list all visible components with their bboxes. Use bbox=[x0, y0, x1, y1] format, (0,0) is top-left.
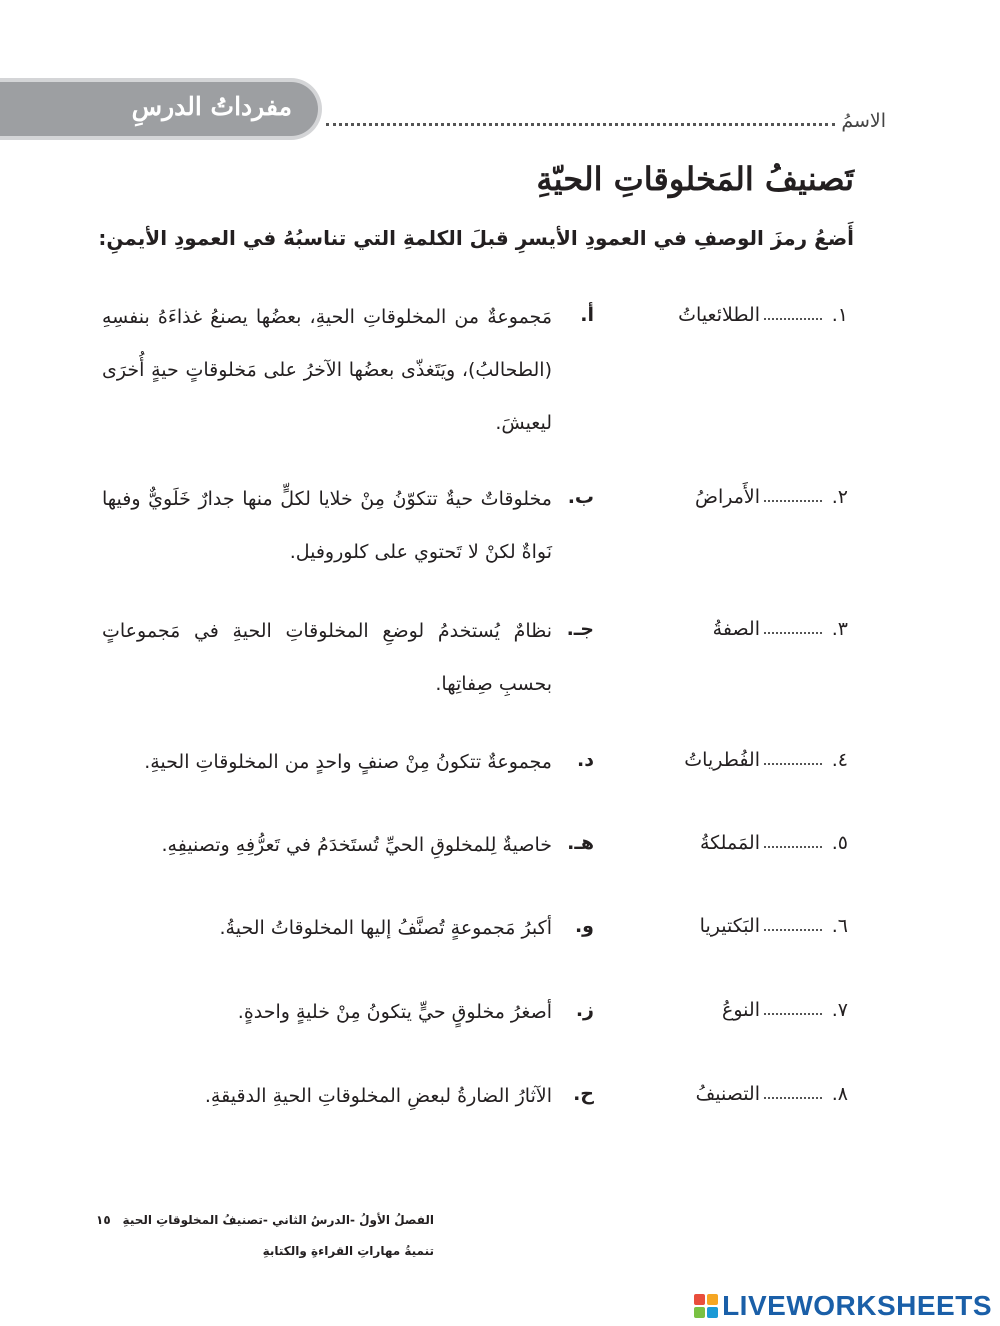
footer-chapter-line: الفصلُ الأولُ -الدرسُ الثاني -تصنيفُ المخلوقاتِ الحيةِ bbox=[122, 1213, 434, 1227]
page-title: تَصنيفُ المَخلوقاتِ الحيّةِ bbox=[536, 160, 854, 198]
description-letter: ز. bbox=[575, 999, 594, 1021]
answer-blank bbox=[764, 318, 822, 320]
name-dotted-line bbox=[326, 123, 835, 126]
term-item bbox=[648, 749, 848, 771]
logo-block bbox=[694, 1307, 705, 1318]
description-text: الآثارُ الضارةُ لبعضِ المخلوقاتِ الحيةِ الدقيقةِ. bbox=[204, 1085, 552, 1107]
liveworksheets-logo bbox=[694, 1290, 992, 1322]
description-letter: جـ. bbox=[566, 618, 594, 640]
answer-blank bbox=[764, 1097, 822, 1099]
term-word: التصنيفُ bbox=[695, 1083, 760, 1105]
answer-blank bbox=[764, 1013, 822, 1015]
description-text: أكبرُ مَجموعةٍ تُصنَّفُ إليها المخلوقاتُ الحيةُ. bbox=[219, 917, 552, 939]
term-item bbox=[648, 304, 848, 326]
term-item bbox=[648, 618, 848, 640]
term-number: ١. bbox=[831, 304, 848, 326]
logo-block bbox=[707, 1294, 718, 1305]
description-text: نظامٌ يُستخدمُ لوضعِ المخلوقاتِ الحيةِ في مَجموعاتٍ بحسبِ صِفاتِها. bbox=[102, 620, 552, 695]
description-text: أصغرُ مخلوقٍ حيٍّ يتكونُ مِنْ خليةٍ واحدةٍ. bbox=[237, 1001, 552, 1023]
term-number: ٦. bbox=[831, 915, 848, 937]
term-word: النوعُ bbox=[722, 999, 760, 1021]
term-item bbox=[648, 832, 848, 854]
logo-block bbox=[707, 1307, 718, 1318]
logo-text: LIVEWORKSHEETS bbox=[722, 1290, 992, 1321]
tab-label: مفرداتُ الدرسِ bbox=[131, 92, 292, 121]
term-word: الصفةُ bbox=[712, 618, 760, 640]
footer-skills-line: تنميةُ مهاراتِ القراءةِ والكتابةِ bbox=[262, 1244, 434, 1258]
term-number: ٨. bbox=[831, 1083, 848, 1105]
name-label: الاسمُ bbox=[841, 110, 886, 132]
term-word: الفُطرياتُ bbox=[684, 749, 760, 771]
lesson-vocabulary-tab bbox=[0, 78, 322, 140]
term-item bbox=[648, 486, 848, 508]
term-word: الأَمراضُ bbox=[694, 486, 760, 508]
instruction-text: أَضعُ رمزَ الوصفِ في العمودِ الأيسرِ قبلَ الكلمةِ التي تناسبُهُ في العمودِ الأيمنِ: bbox=[98, 226, 854, 250]
term-item bbox=[648, 915, 848, 937]
description-letter: هـ. bbox=[567, 832, 594, 854]
term-number: ٤. bbox=[831, 749, 848, 771]
answer-blank bbox=[764, 846, 822, 848]
term-number: ٧. bbox=[831, 999, 848, 1021]
description-letter: ح. bbox=[573, 1083, 594, 1105]
description-letter: أ. bbox=[580, 304, 594, 326]
description-text: مخلوقاتٌ حيةٌ تتكوّنُ مِنْ خلايا لكلٍّ منها جدارٌ خَلَويٌّ وفيها نَواةٌ لكنْ لا تَحتوي على كلوروفيل. bbox=[102, 488, 552, 563]
description-text: مجموعةٌ تتكونُ مِنْ صنفٍ واحدٍ من المخلوقاتِ الحيةِ. bbox=[144, 751, 552, 773]
answer-blank bbox=[764, 500, 822, 502]
term-number: ٣. bbox=[831, 618, 848, 640]
answer-blank bbox=[764, 763, 822, 765]
description-letter: ب. bbox=[567, 486, 594, 508]
term-number: ٢. bbox=[831, 486, 848, 508]
logo-icon bbox=[694, 1294, 718, 1318]
term-word: الطلائعياتُ bbox=[678, 304, 760, 326]
description-text: مَجموعةٌ من المخلوقاتِ الحيةِ، بعضُها يصنعُ غذاءَهُ بنفسِهِ (الطحالبُ)، ويَتَغذّى بعضُها الآخرُ على مَخلوقاتٍ حيةٍ أُخرَى ليعيشَ. bbox=[102, 306, 552, 434]
description-text: خاصيةٌ لِلمخلوقِ الحيِّ تُستَخدَمُ في تَعرُّفِهِ وتصنيفِهِ. bbox=[161, 834, 552, 856]
description-letter: د. bbox=[577, 749, 594, 771]
answer-blank bbox=[764, 929, 822, 931]
page-number: ١٥ bbox=[96, 1213, 111, 1227]
term-item bbox=[648, 999, 848, 1021]
logo-block bbox=[694, 1294, 705, 1305]
term-item bbox=[648, 1083, 848, 1105]
name-field bbox=[326, 102, 886, 132]
term-word: المَملكةُ bbox=[699, 832, 760, 854]
answer-blank bbox=[764, 632, 822, 634]
term-number: ٥. bbox=[831, 832, 848, 854]
term-word: البَكتيريا bbox=[699, 915, 760, 937]
description-letter: و. bbox=[574, 915, 594, 937]
